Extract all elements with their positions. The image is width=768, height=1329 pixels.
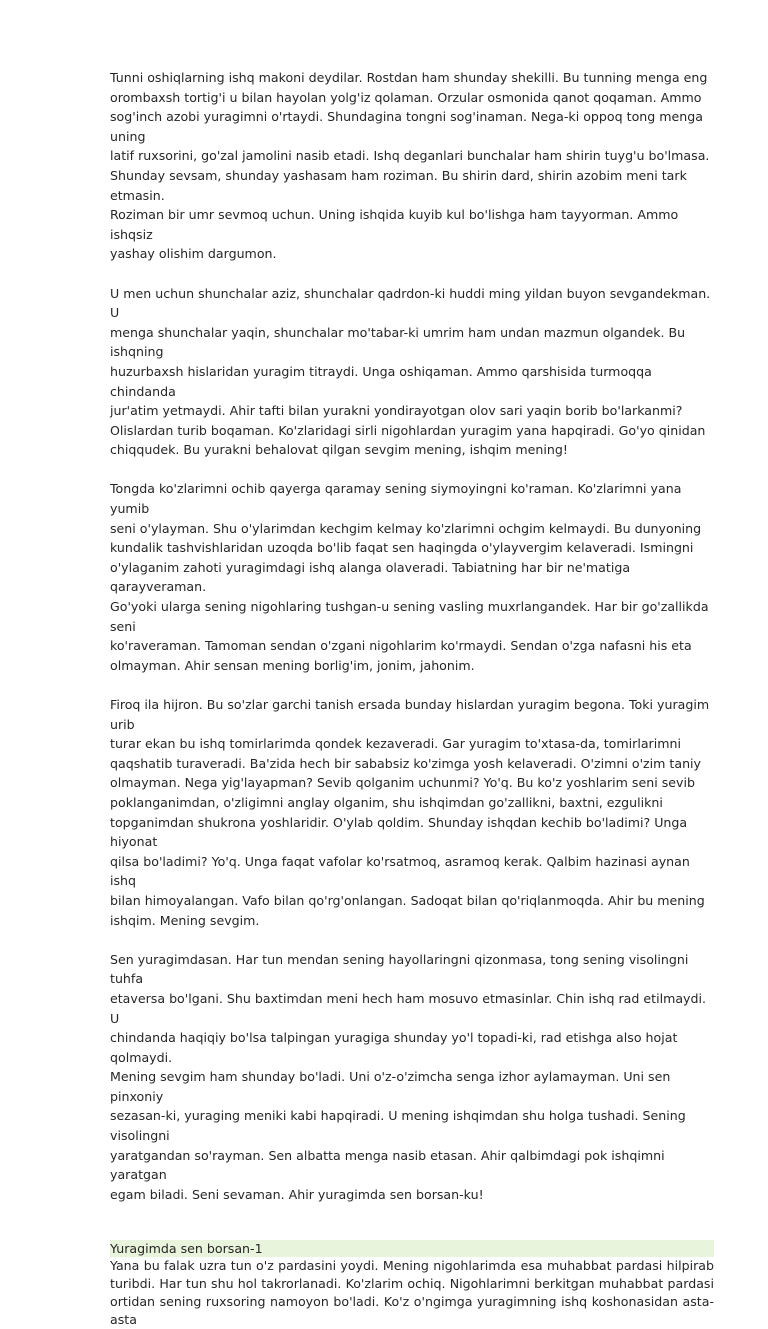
paragraph-1: Tunni oshiqlarning ishq makoni deydilar. Rostdan ham shunday shekilli. Bu tunning menga eng orombaxsh tortig'i u bilan hayolan yolg'iz qolaman. Orzular osmonida qanot qoqaman. Ammo sog'inch azobi yuragimni o'rtaydi. Shundagina tongni sog'inaman. Nega-ki oppoq tong menga uning latif ruxsorini, go'zal jamolini nasib etadi. Ishq deganlari bunchalar ham shirin tuyg'u bo'lmasa. Shunday sevsam, shunday yashasam ham roziman. Bu shirin dard, shirin azobim meni tark etmasin. Roziman bir umr sevmoq uchun. Uning ishqida kuyib kul bo'lishga ham tayyorman. Ammo ishqsiz yashay olishim dargumon.: [110, 70, 710, 262]
paragraph-5: Sen yuragimdasan. Har tun mendan sening hayollaringni qizonmasa, tong sening visolingni tuhfa etaversa bo'lgani. Shu baxtimdan meni hech ham mosuvo etmasinlar. Chin ishq rad etilmaydi. U chindanda haqiqiy bo'lsa talpingan yuragiga shunday yo'l topadi-ki, rad etishga also hojat qolmaydi. Mening sevgim ham shunday bo'ladi. Uni o'z-o'zimcha senga izhor aylamayman. Uni sen pinxoniy sezasan-ki, yuraging meniki kabi hapqiradi. U mening ishqimdan shu holga tushadi. Sening visolingni yaratgandan so'rayman. Sen albatta menga nasib etasan. Ahir qalbimdagi pok ishqimni yaratgan egam biladi. Seni sevaman. Ahir yuragimda sen borsan-ku!: [110, 951, 707, 1202]
paragraph-2: U men uchun shunchalar aziz, shunchalar qadrdon-ki huddi ming yildan buyon sevgandekman. U menga shunchalar yaqin, shunchalar mo'tabar-ki umrim ham undan mazmun olgandek. Bu ishqning huzurbaxsh hislaridan yuragim titraydi. Unga oshiqaman. Ammo qarshisida turmoqqa chindanda jur'atim yetmaydi. Ahir tafti bilan yurakni yondirayotgan olov sari yaqin borib bo'larkanmi? Olislardan turib boqaman. Ko'zlaridagi sirli nigohlardan yuragim yana hapqiradi. Go'yo qinidan chiqqudek. Bu yurakni behalovat qilgan sevgim mening, ishqim mening!: [110, 285, 711, 458]
section-line: ortidan sening ruxsoring namoyon bo'ladi. Ko'z o'ngimga yuragimning ishq koshonasidan asta-asta: [110, 1294, 714, 1328]
section-line: Yana bu falak uzra tun o'z pardasini yoydi. Mening nigohlarimda esa muhabbat pardasi hilpirab: [110, 1258, 714, 1274]
paragraph-3: Tongda ko'zlarimni ochib qayerga qaramay sening siymoyingni ko'raman. Ko'zlarimni yana yumib seni o'ylayman. Shu o'ylarimdan kechgim kelmay ko'zlarimni ochgim kelmaydi. Bu dunyoning kundalik tashvishlaridan uzoqda bo'lib faqat sen haqingda o'ylayvergim kelaveradi. Ismingni o'ylaganim zahoti yuragimdagi ishq alanga olaveradi. Tabiatning har bir ne'matiga qarayveraman. Go'yoki ularga sening nigohlaring tushgan-u sening vasling muxrlangandek. Har bir go'zallikda seni ko'raveraman. Tamoman sendan o'zgani nigohlarim ko'rmaydi. Sendan o'zga nafasni his eta olmayman. Ahir sensan mening borlig'im, jonim, jahonim.: [110, 481, 709, 673]
section-line: turibdi. Har tun shu hol takrorlanadi. Ko'zlarim ochiq. Nigohlarimni berkitgan muhabbat pardasi: [110, 1276, 714, 1292]
paragraph-4: Firoq ila hijron. Bu so'zlar garchi tanish ersada bunday hislardan yuragim begona. Toki yuragim urib turar ekan bu ishq tomirlarimda qondek kezaveradi. Gar yuragim to'xtasa-da, tomirlarimni qaqshatib turaveradi. Ba'zida hech bir sababsiz ko'zimga yosh kelaveradi. O'zimni o'zim taniy olmayman. Nega yig'layapman? Sevib qolganim uchunmi? Yo'q. Bu ko'z yoshlarim seni sevib poklanganimdan, o'zligimni anglay olganim, shu ishqimdan go'zallikni, baxtni, ezgulikni topganimdan shukrona yoshlaridir. O'ylab qoldim. Shunday ishqdan kechib bo'ladimi? Unga hiyonat qilsa bo'ladimi? Yo'q. Unga faqat vafolar ko'rsatmoq, asramoq kerak. Qalbim hazinasi aynan ishq bilan himoyalangan. Vafo bilan qo'rg'onlangan. Sadoqat bilan qo'riqlanmoqda. Ahir bu mening ishqim. Mening sevgim.: [110, 697, 710, 928]
section-heading: Yuragimda sen borsan-1: [110, 1240, 714, 1257]
document-body: [110, 68, 714, 1329]
section-paragraph: [110, 1257, 714, 1329]
section-spacer: [110, 1224, 714, 1240]
